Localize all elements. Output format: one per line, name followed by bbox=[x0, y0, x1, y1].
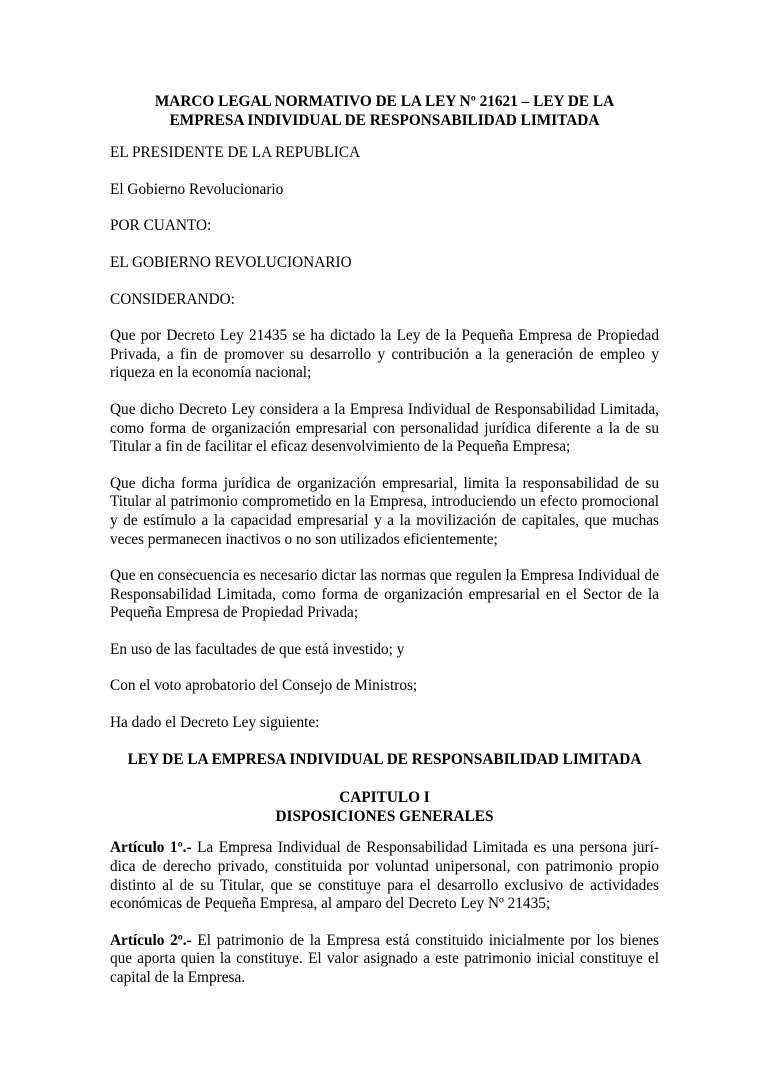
gobierno-revolucionario-heading: EL GOBIERNO REVOLUCIONARIO bbox=[110, 253, 352, 271]
decreto-paragraph: Ha dado el Decreto Ley siguiente: bbox=[110, 714, 320, 732]
considerando-paragraph-4: Que en consecuencia es necesario dictar las normas que regulen la Empresa Individual de Responsabilidad Limitada, como forma de organización empresarial en el Sector de la Pequeña Empresa de Propiedad Privada; bbox=[110, 567, 659, 622]
chapter-number: CAPITULO I bbox=[339, 789, 430, 807]
considerando-paragraph-1: Que por Decreto Ley 21435 se ha dictado la Ley de la Pequeña Empresa de Propiedad Privada, a fin de promover su desarrollo y contribución a la generación de empleo y riqueza en la economía nacional; bbox=[110, 327, 659, 382]
considerando-paragraph-3: Que dicha forma jurídica de organización empresarial, limita la responsabilidad de su Titular al patrimonio comprometido en la Empresa, introduciendo un efecto promocional y de estímulo a la capacidad empresarial y a la movilización de capitales, que muchas veces permanecen inactivos o no son utilizados eficientemente; bbox=[110, 474, 659, 548]
article-1-text: La Empresa Individual de Responsabilidad Limitada es una persona jurí-dica de derecho privado, constituida por voluntad unipersonal, con patrimonio propio distinto al de su Titular, que se constituye para el desarrollo exclusivo de actividades económicas de Pequeña Empresa, al amparo del Decreto Ley Nº 21435; bbox=[110, 839, 659, 913]
document-title bbox=[110, 93, 659, 130]
article-2 bbox=[110, 932, 659, 988]
chapter-name: DISPOSICIONES GENERALES bbox=[275, 807, 494, 825]
article-1 bbox=[110, 839, 659, 913]
por-cuanto-heading: POR CUANTO: bbox=[110, 217, 212, 235]
title-line-2: EMPRESA INDIVIDUAL DE RESPONSABILIDAD LIMITADA bbox=[169, 111, 600, 129]
facultades-paragraph: En uso de las facultades de que está investido; y bbox=[110, 640, 405, 658]
title-line-1: MARCO LEGAL NORMATIVO DE LA LEY Nº 21621 – LEY DE LA bbox=[154, 93, 615, 110]
considerando-paragraph-2: Que dicho Decreto Ley considera a la Empresa Individual de Responsabilidad Limitada, como forma de organización empresarial con personalidad jurídica diferente a la de su Titular a fin de facilitar el eficaz desenvolvimiento de la Pequeña Empresa; bbox=[110, 400, 659, 456]
article-2-text: El patrimonio de la Empresa está constituido inicialmente por los bienes que aporta quien la constituye. El valor asignado a este patrimonio inicial constituye el capital de la Empresa. bbox=[110, 931, 659, 986]
article-2-label: Artículo 2º.- bbox=[110, 931, 192, 949]
chapter-heading bbox=[110, 789, 659, 826]
presidente-heading: EL PRESIDENTE DE LA REPUBLICA bbox=[110, 144, 361, 162]
law-title: LEY DE LA EMPRESA INDIVIDUAL DE RESPONSABILIDAD LIMITADA bbox=[127, 750, 642, 768]
article-1-label: Artículo 1º.- bbox=[110, 839, 192, 857]
considerando-heading: CONSIDERANDO: bbox=[110, 290, 235, 308]
voto-paragraph: Con el voto aprobatorio del Consejo de Ministros; bbox=[110, 677, 418, 695]
gobierno-line: El Gobierno Revolucionario bbox=[110, 180, 284, 198]
